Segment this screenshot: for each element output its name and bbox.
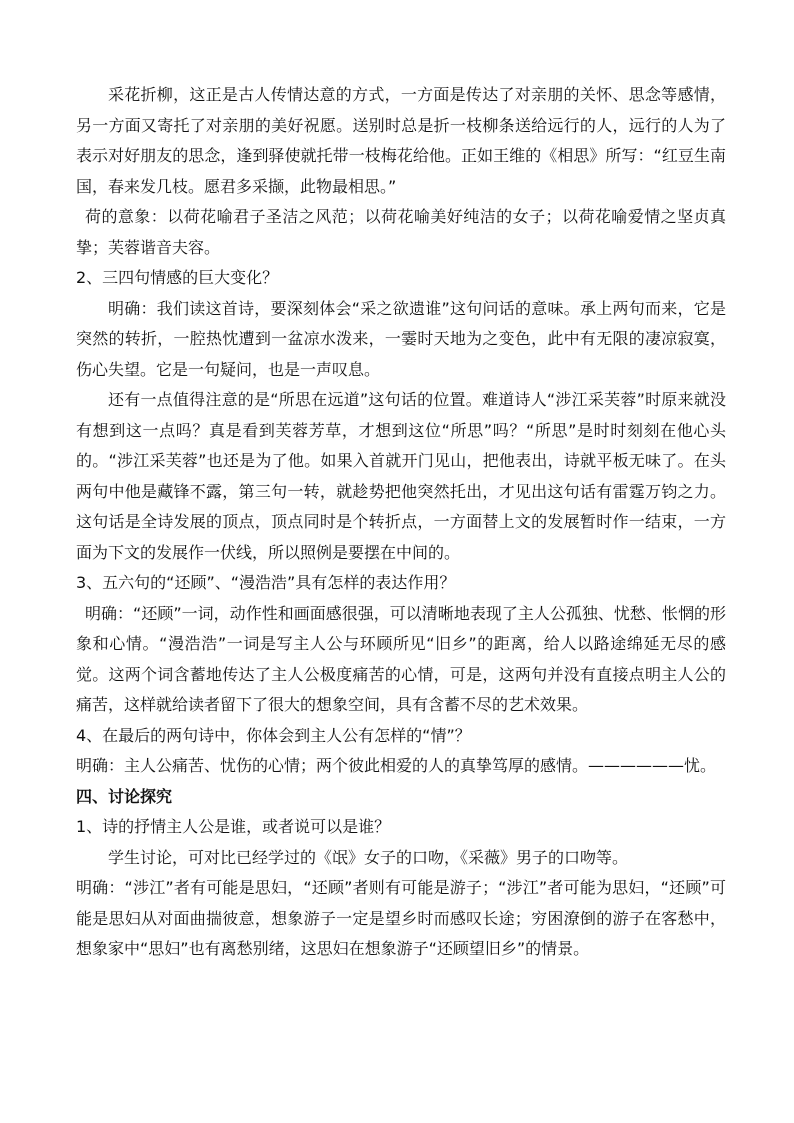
section-heading-discussion: 四、讨论探究 bbox=[76, 786, 173, 806]
discussion-answer-1: 明确：“涉江”者有可能是思妇，“还顾”者则有可能是游子；“涉江”者可能为思妇，“还顾”可能是思妇从对面曲揣彼意，想象游子一定是望乡时而感叹长途；穷困潦倒的游子在客愁中，想象家中“思妇”也有离愁别绪，这思妇在想象游子“还顾望旧乡”的情景。 bbox=[76, 878, 726, 958]
answer-4: 明确：主人公痛苦、忧伤的心情；两个彼此相爱的人的真挚笃厚的感情。——————忧。 bbox=[76, 756, 717, 775]
question-3: 3、五六句的“还顾”、“漫浩浩”具有怎样的表达作用？ bbox=[76, 573, 456, 592]
discussion-question-1: 1、诗的抒情主人公是谁，或者说可以是谁？ bbox=[76, 817, 391, 836]
question-4: 4、在最后的两句诗中，你体会到主人公有怎样的“情”？ bbox=[76, 725, 471, 745]
answer-3: 明确：“还顾”一词，动作性和画面感很强，可以清晰地表现了主人公孤独、忧愁、怅惘的形象和心情。“漫浩浩”一词是写主人公与环顾所见“旧乡”的距离，给人以路途绵延无尽的感觉。这两个词含蓄地传达了主人公极度痛苦的心情，可是，这两句并没有直接点明主人公的痛苦，这样就给读者留下了很大的想象空间，具有含蓄不尽的艺术效果。 bbox=[76, 603, 726, 714]
paragraph-lotus-imagery: 荷的意象：以荷花喻君子圣洁之风范；以荷花喻美好纯洁的女子；以荷花喻爱情之坚贞真挚；芙蓉谐音夫容。 bbox=[76, 207, 726, 257]
question-2: 2、三四句情感的巨大变化？ bbox=[76, 268, 279, 287]
document-body bbox=[76, 80, 726, 965]
student-discussion: 学生讨论，可对比已经学过的《氓》女子的口吻，《采薇》男子的口吻等。 bbox=[108, 847, 629, 867]
paragraph-willow-custom: 采花折柳，这正是古人传情达意的方式，一方面是传达了对亲朋的关怀、思念等感情，另一方面又寄托了对亲朋的美好祝愿。送别时总是折一枝柳条送给远行的人，远行的人为了表示对好朋友的思念，逢到驿使就托带一枝梅花给他。正如王维的《相思》所写：“红豆生南国，春来发几枝。愿君多采撷，此物最相思。” bbox=[76, 85, 726, 196]
answer-2: 明确：我们读这首诗，要深刻体会“采之欲遗谁”这句问话的意味。承上两句而来，它是突然的转折，一腔热忱遭到一盆凉水泼来，一霎时天地为之变色，此中有无限的凄凉寂寞，伤心失望。它是一句疑问，也是一声叹息。 bbox=[76, 298, 726, 379]
paragraph-suosi-position: 还有一点值得注意的是“所思在远道”这句话的位置。难道诗人“涉江采芙蓉”时原来就没有想到这一点吗？真是看到芙蓉芳草，才想到这位“所思”吗？“所思”是时时刻刻在他心头的。“涉江采芙蓉”也还是为了他。如果入首就开门见山，把他表出，诗就平板无味了。在头两句中他是藏锋不露，第三句一转，就趁势把他突然托出，才见出这句话有雷霆万钧之力。这句话是全诗发展的顶点，顶点同时是个转折点，一方面替上文的发展暂时作一结束，一方面为下文的发展作一伏线，所以照例是要摆在中间的。 bbox=[76, 390, 726, 562]
